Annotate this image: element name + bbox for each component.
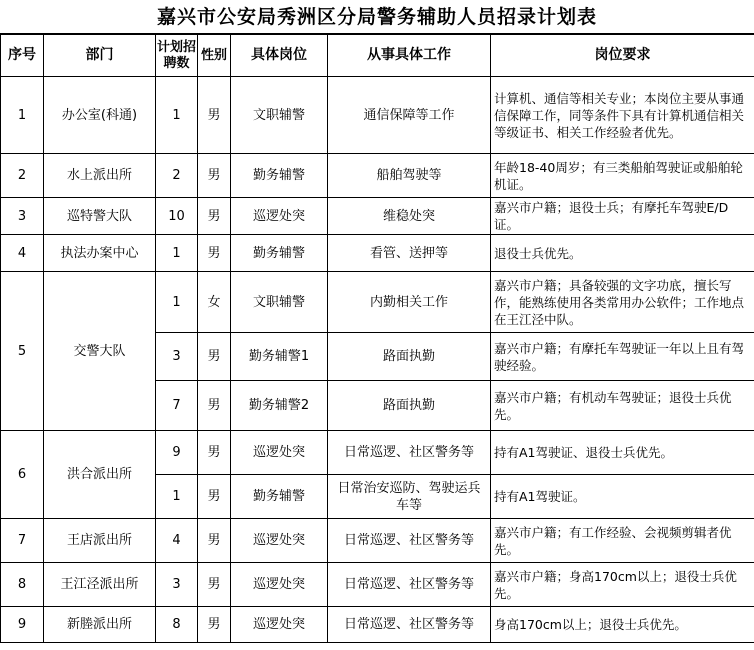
- cell-position: 勤务辅警: [231, 235, 328, 272]
- cell-req: 退役士兵优先。: [491, 235, 754, 272]
- cell-work: 通信保障等工作: [328, 77, 491, 154]
- cell-position: 文职辅警: [231, 77, 328, 154]
- cell-work: 内勤相关工作: [328, 272, 491, 333]
- cell-seq: 8: [1, 563, 44, 607]
- cell-gender: 男: [198, 607, 231, 643]
- table-row: [1, 235, 754, 272]
- header-dept: 部门: [44, 35, 156, 77]
- cell-position: 巡逻处突: [231, 519, 328, 563]
- cell-req: 持有A1驾驶证、退役士兵优先。: [491, 431, 754, 475]
- header-req: 岗位要求: [491, 35, 754, 77]
- cell-seq: 3: [1, 198, 44, 235]
- cell-dept: 新塍派出所: [44, 607, 156, 643]
- cell-req: 嘉兴市户籍；具备较强的文字功底，擅长写作，能熟练使用各类常用办公软件；工作地点在王江泾中队。: [491, 272, 754, 333]
- header-gender: 性别: [198, 35, 231, 77]
- table-row: [1, 607, 754, 643]
- recruitment-table: [0, 34, 754, 643]
- cell-dept: 办公室(科通): [44, 77, 156, 154]
- cell-seq: 5: [1, 272, 44, 431]
- cell-gender: 男: [198, 333, 231, 381]
- cell-count: 4: [156, 519, 198, 563]
- cell-gender: 男: [198, 154, 231, 198]
- cell-work: 日常巡逻、社区警务等: [328, 563, 491, 607]
- header-work: 从事具体工作: [328, 35, 491, 77]
- cell-req: 嘉兴市户籍；退役士兵；有摩托车驾驶E/D证。: [491, 198, 754, 235]
- cell-gender: 男: [198, 77, 231, 154]
- cell-req: 嘉兴市户籍；有工作经验、会视频剪辑者优先。: [491, 519, 754, 563]
- cell-position: 巡逻处突: [231, 607, 328, 643]
- cell-seq: 4: [1, 235, 44, 272]
- cell-work: 日常巡逻、社区警务等: [328, 431, 491, 475]
- cell-position: 勤务辅警: [231, 154, 328, 198]
- cell-count: 1: [156, 77, 198, 154]
- header-position: 具体岗位: [231, 35, 328, 77]
- cell-position: 文职辅警: [231, 272, 328, 333]
- table-row: [1, 272, 754, 333]
- cell-work: 日常巡逻、社区警务等: [328, 519, 491, 563]
- cell-seq: 9: [1, 607, 44, 643]
- cell-req: 身高170cm以上；退役士兵优先。: [491, 607, 754, 643]
- page-title: 嘉兴市公安局秀洲区分局警务辅助人员招录计划表: [0, 0, 754, 34]
- cell-position: 巡逻处突: [231, 198, 328, 235]
- cell-gender: 男: [198, 235, 231, 272]
- cell-count: 1: [156, 272, 198, 333]
- cell-gender: 男: [198, 475, 231, 519]
- cell-work: 路面执勤: [328, 381, 491, 431]
- table-row: [1, 154, 754, 198]
- cell-dept: 水上派出所: [44, 154, 156, 198]
- cell-count: 3: [156, 333, 198, 381]
- cell-seq: 7: [1, 519, 44, 563]
- cell-count: 1: [156, 475, 198, 519]
- cell-gender: 男: [198, 431, 231, 475]
- cell-seq: 1: [1, 77, 44, 154]
- cell-gender: 男: [198, 519, 231, 563]
- table-row: [1, 519, 754, 563]
- cell-work: 看管、送押等: [328, 235, 491, 272]
- cell-gender: 男: [198, 381, 231, 431]
- cell-req: 嘉兴市户籍；身高170cm以上；退役士兵优先。: [491, 563, 754, 607]
- header-seq: 序号: [1, 35, 44, 77]
- cell-count: 1: [156, 235, 198, 272]
- cell-position: 勤务辅警1: [231, 333, 328, 381]
- cell-dept: 洪合派出所: [44, 431, 156, 519]
- cell-position: 勤务辅警: [231, 475, 328, 519]
- cell-req: 计算机、通信等相关专业；本岗位主要从事通信保障工作，同等条件下具有计算机通信相关等级证书、相关工作经验者优先。: [491, 77, 754, 154]
- cell-count: 3: [156, 563, 198, 607]
- cell-dept: 巡特警大队: [44, 198, 156, 235]
- table-row: [1, 198, 754, 235]
- cell-work: 路面执勤: [328, 333, 491, 381]
- header-count: 计划招聘数: [156, 35, 198, 77]
- cell-position: 巡逻处突: [231, 431, 328, 475]
- cell-count: 7: [156, 381, 198, 431]
- cell-work: 维稳处突: [328, 198, 491, 235]
- cell-work: 船舶驾驶等: [328, 154, 491, 198]
- cell-dept: 交警大队: [44, 272, 156, 431]
- cell-req: 嘉兴市户籍；有摩托车驾驶证一年以上且有驾驶经验。: [491, 333, 754, 381]
- table-header-row: [1, 35, 754, 77]
- cell-gender: 男: [198, 198, 231, 235]
- table-row: [1, 77, 754, 154]
- cell-count: 10: [156, 198, 198, 235]
- cell-dept: 执法办案中心: [44, 235, 156, 272]
- cell-seq: 6: [1, 431, 44, 519]
- cell-position: 勤务辅警2: [231, 381, 328, 431]
- cell-work: 日常治安巡防、驾驶运兵车等: [328, 475, 491, 519]
- cell-position: 巡逻处突: [231, 563, 328, 607]
- table-row: [1, 431, 754, 475]
- cell-count: 9: [156, 431, 198, 475]
- cell-req: 嘉兴市户籍；有机动车驾驶证；退役士兵优先。: [491, 381, 754, 431]
- cell-dept: 王江泾派出所: [44, 563, 156, 607]
- table-row: [1, 563, 754, 607]
- cell-gender: 男: [198, 563, 231, 607]
- cell-dept: 王店派出所: [44, 519, 156, 563]
- cell-req: 年龄18-40周岁；有三类船舶驾驶证或船舶轮机证。: [491, 154, 754, 198]
- cell-req: 持有A1驾驶证。: [491, 475, 754, 519]
- cell-gender: 女: [198, 272, 231, 333]
- cell-count: 2: [156, 154, 198, 198]
- cell-seq: 2: [1, 154, 44, 198]
- cell-count: 8: [156, 607, 198, 643]
- cell-work: 日常巡逻、社区警务等: [328, 607, 491, 643]
